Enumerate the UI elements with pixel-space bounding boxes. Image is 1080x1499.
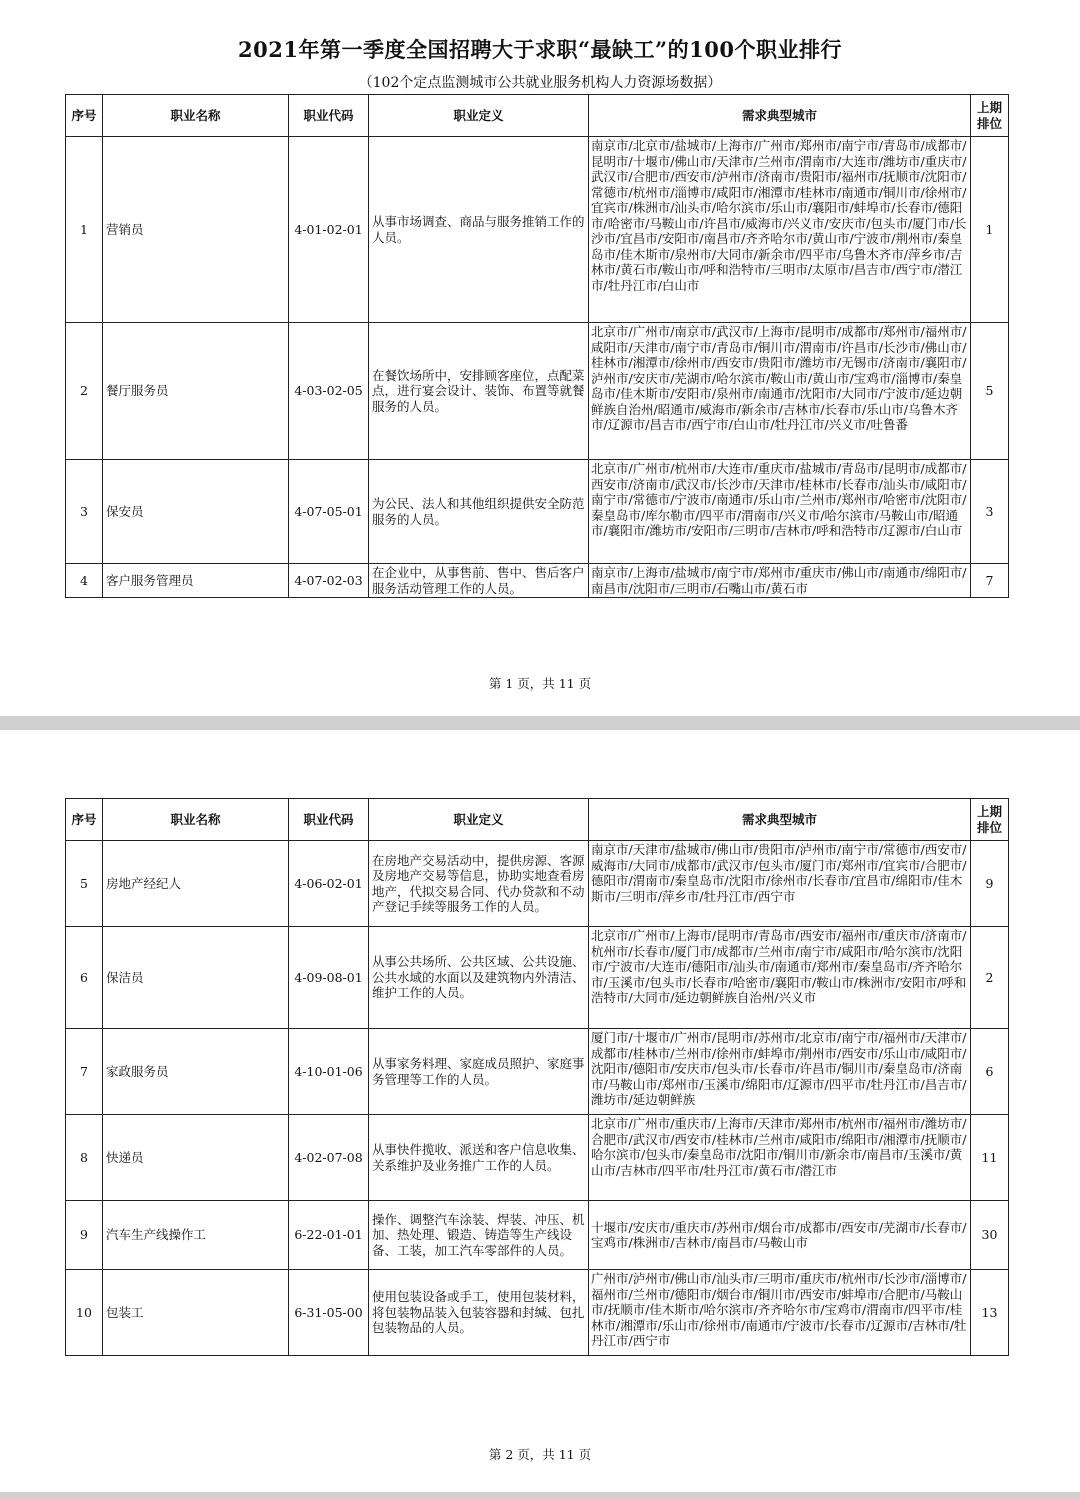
table-row (66, 1115, 1009, 1201)
row-occupation-name: 保安员 (103, 460, 289, 564)
table-row (66, 323, 1009, 460)
table-header-row (66, 95, 1009, 137)
row-occupation-code: 4-03-02-05 (289, 323, 369, 460)
row-cities: 北京市/广州市/上海市/昆明市/青岛市/西安市/福州市/重庆市/济南市/杭州市/长春市/厦门市/成都市/兰州市/南宁市/咸阳市/哈尔滨市/沈阳市/宁波市/大连市/德阳市/汕头市/南通市/郑州市/秦皇岛市/齐齐哈尔市/玉溪市/包头市/长春市/哈密市/襄阳市/鞍山市/株洲市/安阳市/呼和浩特市/大同市/延边朝鲜族自治州/兴义市 (589, 927, 971, 1029)
table-row (66, 1270, 1009, 1356)
row-occupation-code: 4-01-02-01 (289, 137, 369, 323)
row-definition: 在餐饮场所中，安排顾客座位，点配菜点，进行宴会设计、装饰、布置等就餐服务的人员。 (369, 323, 589, 460)
row-no: 1 (66, 137, 103, 323)
row-no: 5 (66, 841, 103, 927)
header-no: 序号 (66, 799, 103, 841)
page-footer: 第 1 页，共 11 页 (488, 676, 592, 691)
row-definition: 在企业中，从事售前、售中、售后客户服务活动管理工作的人员。 (369, 564, 589, 598)
row-definition: 从事公共场所、公共区域、公共设施、公共水域的水面以及建筑物内外清洁、维护工作的人员。 (369, 927, 589, 1029)
row-prev-rank: 9 (971, 841, 1009, 927)
header-code: 职业代码 (289, 799, 369, 841)
page-footer: 第 2 页，共 11 页 (488, 1447, 592, 1462)
row-occupation-name: 保洁员 (103, 927, 289, 1029)
row-prev-rank: 30 (971, 1201, 1009, 1270)
row-prev-rank: 6 (971, 1029, 1009, 1115)
table-row (66, 137, 1009, 323)
row-occupation-code: 4-09-08-01 (289, 927, 369, 1029)
document-subtitle: （102个定点监测城市公共就业服务机构人力资源场数据） (358, 75, 722, 91)
row-occupation-code: 4-02-07-08 (289, 1115, 369, 1201)
row-cities: 十堰市/安庆市/重庆市/苏州市/烟台市/成都市/西安市/芜湖市/长春市/宝鸡市/株洲市/吉林市/南昌市/马鞍山市 (589, 1201, 971, 1270)
row-definition: 从事市场调查、商品与服务推销工作的人员。 (369, 137, 589, 323)
row-cities: 厦门市/十堰市/广州市/昆明市/苏州市/北京市/南宁市/福州市/天津市/成都市/桂林市/兰州市/徐州市/蚌埠市/荆州市/西安市/乐山市/咸阳市/沈阳市/德阳市/安庆市/包头市/长春市/许昌市/铜川市/秦皇岛市/济南市/马鞍山市/郑州市/玉溪市/绵阳市/辽源市/四平市/牡丹江市/昌吉市/潍坊市/延边朝鲜族 (589, 1029, 971, 1115)
row-no: 8 (66, 1115, 103, 1201)
header-name: 职业名称 (103, 95, 289, 137)
table-row (66, 841, 1009, 927)
row-definition: 操作、调整汽车涂装、焊装、冲压、机加、热处理、锻造、铸造等生产线设备、工装，加工汽车零部件的人员。 (369, 1201, 589, 1270)
row-occupation-code: 4-07-05-01 (289, 460, 369, 564)
occupation-table-page-1 (65, 94, 1009, 598)
row-occupation-code: 4-06-02-01 (289, 841, 369, 927)
row-occupation-code: 4-10-01-06 (289, 1029, 369, 1115)
row-prev-rank: 13 (971, 1270, 1009, 1356)
table-row (66, 1029, 1009, 1115)
row-no: 3 (66, 460, 103, 564)
header-name: 职业名称 (103, 799, 289, 841)
row-prev-rank: 11 (971, 1115, 1009, 1201)
row-prev-rank: 2 (971, 927, 1009, 1029)
row-occupation-name: 包装工 (103, 1270, 289, 1356)
header-cities: 需求典型城市 (589, 95, 971, 137)
row-occupation-name: 快递员 (103, 1115, 289, 1201)
table-row (66, 1201, 1009, 1270)
row-no: 4 (66, 564, 103, 598)
document-title: 2021年第一季度全国招聘大于求职“最缺工”的100个职业排行 (238, 37, 842, 62)
header-no: 序号 (66, 95, 103, 137)
row-cities: 北京市/广州市/南京市/武汉市/上海市/昆明市/成都市/郑州市/福州市/咸阳市/天津市/南宁市/青岛市/铜川市/渭南市/许昌市/长沙市/佛山市/桂林市/湘潭市/徐州市/西安市/贵阳市/潍坊市/无锡市/济南市/襄阳市/泸州市/安庆市/芜湖市/哈尔滨市/鞍山市/黄山市/宝鸡市/淄博市/秦皇岛市/佳木斯市/安阳市/泉州市/南通市/沈阳市/大同市/宁波市/延边朝鲜族自治州/昭通市/威海市/新余市/吉林市/长春市/乐山市/乌鲁木齐市/辽源市/昌吉市/西宁市/白山市/牡丹江市/兴义市/吐鲁番 (589, 323, 971, 460)
row-occupation-name: 客户服务管理员 (103, 564, 289, 598)
row-occupation-code: 6-31-05-00 (289, 1270, 369, 1356)
row-definition: 为公民、法人和其他组织提供安全防范服务的人员。 (369, 460, 589, 564)
table-row (66, 460, 1009, 564)
table-row (66, 927, 1009, 1029)
row-no: 9 (66, 1201, 103, 1270)
row-occupation-name: 汽车生产线操作工 (103, 1201, 289, 1270)
row-occupation-name: 房地产经纪人 (103, 841, 289, 927)
row-prev-rank: 7 (971, 564, 1009, 598)
table-header-row (66, 799, 1009, 841)
row-cities: 南京市/北京市/盐城市/上海市/广州市/郑州市/南宁市/青岛市/成都市/昆明市/十堰市/佛山市/天津市/兰州市/渭南市/大连市/潍坊市/重庆市/武汉市/合肥市/西安市/泸州市/济南市/贵阳市/福州市/抚顺市/沈阳市/常德市/杭州市/淄博市/咸阳市/湘潭市/桂林市/南通市/铜川市/徐州市/宜宾市/株洲市/汕头市/哈尔滨市/乐山市/襄阳市/蚌埠市/长春市/德阳市/哈密市/马鞍山市/许昌市/威海市/兴义市/安庆市/包头市/厦门市/长沙市/宜昌市/安阳市/南昌市/齐齐哈尔市/黄山市/宁波市/荆州市/秦皇岛市/佳木斯市/泉州市/大同市/新余市/四平市/乌鲁木齐市/萍乡市/吉林市/黄石市/鞍山市/呼和浩特市/三明市/太原市/昌吉市/西宁市/潜江市/牡丹江市/白山市 (589, 137, 971, 323)
document-page-1 (0, 0, 1080, 716)
header-definition: 职业定义 (369, 799, 589, 841)
row-occupation-name: 餐厅服务员 (103, 323, 289, 460)
row-no: 10 (66, 1270, 103, 1356)
row-no: 2 (66, 323, 103, 460)
row-no: 7 (66, 1029, 103, 1115)
row-prev-rank: 3 (971, 460, 1009, 564)
header-prev-rank: 上期排位 (971, 95, 1009, 137)
row-occupation-code: 4-07-02-03 (289, 564, 369, 598)
row-occupation-name: 家政服务员 (103, 1029, 289, 1115)
document-page-2 (0, 730, 1080, 1492)
row-cities: 广州市/泸州市/佛山市/汕头市/三明市/重庆市/杭州市/长沙市/淄博市/福州市/兰州市/德阳市/烟台市/铜川市/西安市/蚌埠市/合肥市/马鞍山市/抚顺市/佳木斯市/哈尔滨市/齐齐哈尔市/宝鸡市/渭南市/四平市/桂林市/湘潭市/乐山市/徐州市/南通市/宁波市/长春市/辽源市/吉林市/牡丹江市/西宁市 (589, 1270, 971, 1356)
row-cities: 南京市/上海市/盐城市/南宁市/郑州市/重庆市/佛山市/南通市/绵阳市/南昌市/沈阳市/三明市/石嘴山市/黄石市 (589, 564, 971, 598)
row-no: 6 (66, 927, 103, 1029)
row-definition: 从事快件揽收、派送和客户信息收集、关系维护及业务推广工作的人员。 (369, 1115, 589, 1201)
header-cities: 需求典型城市 (589, 799, 971, 841)
table-row (66, 564, 1009, 598)
row-definition: 使用包装设备或手工，使用包装材料，将包装物品装入包装容器和封缄、包扎包装物品的人员。 (369, 1270, 589, 1356)
header-prev-rank: 上期排位 (971, 799, 1009, 841)
row-definition: 从事家务料理、家庭成员照护、家庭事务管理等工作的人员。 (369, 1029, 589, 1115)
row-cities: 南京市/天津市/盐城市/佛山市/贵阳市/泸州市/南宁市/常德市/西安市/威海市/大同市/成都市/武汉市/包头市/厦门市/郑州市/宜宾市/合肥市/德阳市/渭南市/秦皇岛市/沈阳市/徐州市/长春市/宜昌市/绵阳市/佳木斯市/三明市/萍乡市/牡丹江市/西宁市 (589, 841, 971, 927)
row-occupation-name: 营销员 (103, 137, 289, 323)
occupation-table-page-2 (65, 798, 1009, 1356)
header-definition: 职业定义 (369, 95, 589, 137)
header-code: 职业代码 (289, 95, 369, 137)
row-prev-rank: 1 (971, 137, 1009, 323)
row-cities: 北京市/广州市/重庆市/上海市/天津市/郑州市/杭州市/福州市/潍坊市/合肥市/武汉市/西安市/桂林市/兰州市/咸阳市/绵阳市/湘潭市/抚顺市/哈尔滨市/包头市/秦皇岛市/沈阳市/铜川市/新余市/南昌市/玉溪市/黄山市/吉林市/四平市/牡丹江市/黄石市/潜江市 (589, 1115, 971, 1201)
row-occupation-code: 6-22-01-01 (289, 1201, 369, 1270)
row-prev-rank: 5 (971, 323, 1009, 460)
row-definition: 在房地产交易活动中，提供房源、客源及房地产交易等信息，协助实地查看房地产，代拟交易合同、代办贷款和不动产登记手续等服务工作的人员。 (369, 841, 589, 927)
row-cities: 北京市/广州市/杭州市/大连市/重庆市/盐城市/青岛市/昆明市/成都市/西安市/济南市/武汉市/长沙市/天津市/桂林市/长春市/汕头市/咸阳市/南宁市/常德市/宁波市/南通市/乐山市/兰州市/郑州市/哈密市/沈阳市/秦皇岛市/库尔勒市/四平市/渭南市/兴义市/哈尔滨市/马鞍山市/昭通市/襄阳市/潍坊市/安阳市/三明市/吉林市/呼和浩特市/辽源市/白山市 (589, 460, 971, 564)
